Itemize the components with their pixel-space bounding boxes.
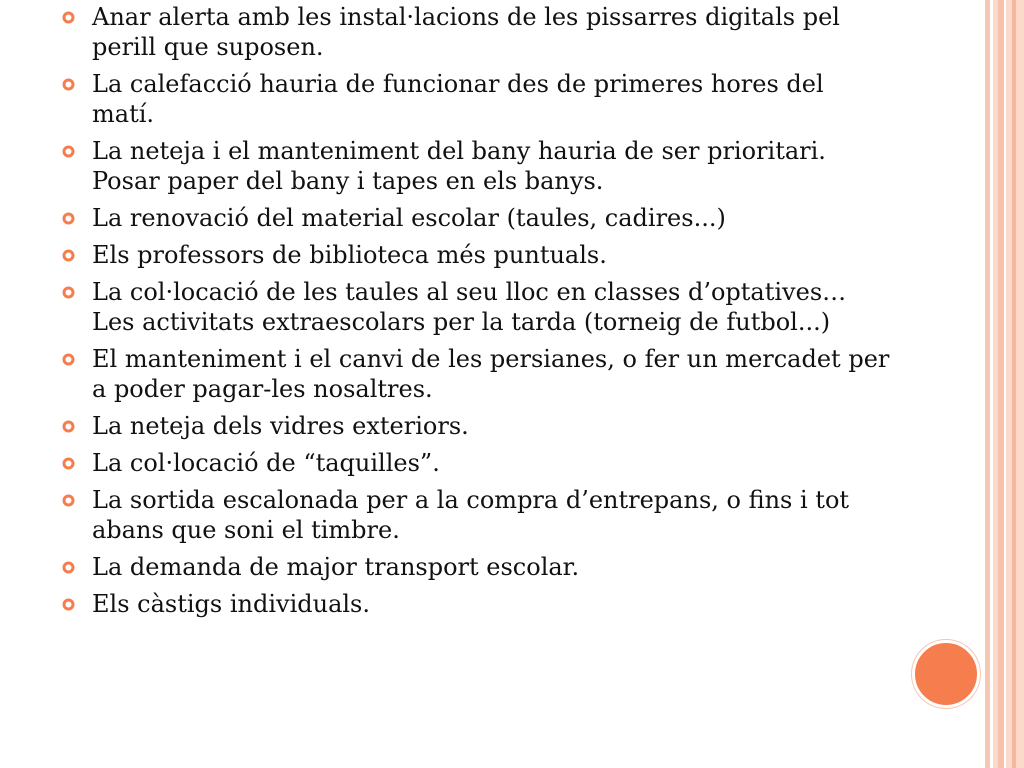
list-item [62,277,892,337]
ring-bullet-icon [62,11,75,24]
list-item [62,203,892,233]
list-item [62,448,892,478]
ring-bullet-icon [62,561,75,574]
bullet-text: La calefacció hauria de funcionar des de primeres hores del matí. [92,70,824,128]
list-item [62,69,892,129]
ring-bullet-icon [62,353,75,366]
list-item [62,136,892,196]
ring-bullet-icon [62,145,75,158]
ring-bullet-icon [62,212,75,225]
bullet-text: Els càstigs individuals. [92,590,370,618]
bullet-text: La col·locació de les taules al seu lloc en classes d’optatives… Les activitats extraescolars per la tarda (torneig de futbol...) [92,278,847,336]
list-item [62,2,892,62]
bullet-list [62,2,892,626]
ring-bullet-icon [62,78,75,91]
bullet-text: La col·locació de “taquilles”. [92,449,440,477]
list-item [62,344,892,404]
ring-bullet-icon [62,286,75,299]
bullet-text: La neteja i el manteniment del bany hauria de ser prioritari. Posar paper del bany i tapes en els banys. [92,137,826,195]
ring-bullet-icon [62,494,75,507]
ring-bullet-icon [62,457,75,470]
list-item [62,240,892,270]
list-item [62,589,892,619]
list-item [62,411,892,441]
border-stripe [1012,0,1016,768]
bullet-text: La sortida escalonada per a la compra d’entrepans, o fins i tot abans que soni el timbre. [92,486,850,544]
ring-bullet-icon [62,598,75,611]
ring-bullet-icon [62,420,75,433]
bullet-text: La neteja dels vidres exteriors. [92,412,469,440]
bullet-text: La demanda de major transport escolar. [92,553,580,581]
bullet-text: Anar alerta amb les instal·lacions de les pissarres digitals pel perill que suposen. [92,3,840,61]
bullet-text: Els professors de biblioteca més puntuals. [92,241,607,269]
ring-bullet-icon [62,249,75,262]
bullet-text: La renovació del material escolar (taules, cadires...) [92,204,726,232]
decorative-circle [912,640,980,708]
list-item [62,552,892,582]
border-stripe [1004,0,1006,768]
bullet-text: El manteniment i el canvi de les persianes, o fer un mercadet per a poder pagar-les nosaltres. [92,345,890,403]
list-item [62,485,892,545]
